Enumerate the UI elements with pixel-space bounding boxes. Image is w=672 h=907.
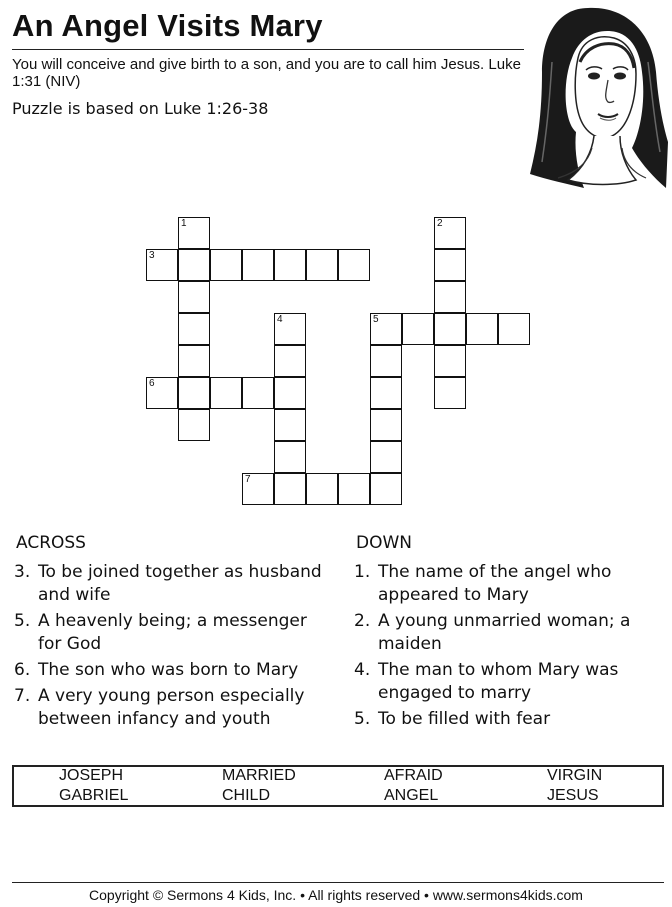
- clue-num: 5.: [354, 709, 371, 729]
- down-heading: DOWN: [356, 533, 412, 553]
- grid-cell[interactable]: [370, 473, 402, 505]
- clue-number: 6: [149, 378, 155, 389]
- grid-cell[interactable]: [274, 441, 306, 473]
- grid-cell[interactable]: [338, 473, 370, 505]
- grid-cell[interactable]: [274, 409, 306, 441]
- grid-cell[interactable]: [178, 409, 210, 441]
- clue-text: A very young person especially between infancy and youth: [38, 686, 305, 729]
- word-bank-item: CHILD: [222, 787, 271, 804]
- puzzle-basis: Puzzle is based on Luke 1:26-38: [12, 99, 269, 118]
- grid-cell[interactable]: [402, 313, 434, 345]
- down-clues: [354, 561, 659, 734]
- across-heading: ACROSS: [16, 533, 86, 553]
- grid-cell[interactable]: [178, 345, 210, 377]
- word-bank-item: ANGEL: [384, 787, 439, 804]
- grid-cell[interactable]: [370, 409, 402, 441]
- clue-item: [354, 659, 659, 705]
- grid-cell[interactable]: [242, 377, 274, 409]
- grid-cell[interactable]: [242, 249, 274, 281]
- grid-cell[interactable]: [434, 249, 466, 281]
- clue-num: 5.: [14, 611, 31, 631]
- grid-cell[interactable]: [306, 473, 338, 505]
- grid-cell[interactable]: [434, 217, 466, 249]
- grid-cell[interactable]: [274, 377, 306, 409]
- grid-cell[interactable]: [178, 377, 210, 409]
- clue-num: 2.: [354, 611, 371, 631]
- grid-cell[interactable]: [434, 281, 466, 313]
- clue-number: 1: [181, 218, 187, 229]
- clue-number: 5: [373, 314, 379, 325]
- clue-number: 2: [437, 218, 443, 229]
- clue-text: A young unmarried woman; a maiden: [378, 611, 631, 654]
- clue-num: 4.: [354, 660, 371, 680]
- copyright-footer: Copyright © Sermons 4 Kids, Inc. • All rights reserved • www.sermons4kids.com: [89, 887, 583, 903]
- clue-item: [14, 610, 332, 656]
- grid-cell[interactable]: [146, 377, 178, 409]
- grid-cell[interactable]: [466, 313, 498, 345]
- grid-cell[interactable]: [242, 473, 274, 505]
- page-title: An Angel Visits Mary: [12, 8, 323, 43]
- grid-cell[interactable]: [434, 377, 466, 409]
- clue-text: A heavenly being; a messenger for God: [38, 611, 307, 654]
- grid-cell[interactable]: [178, 313, 210, 345]
- clue-number: 3: [149, 250, 155, 261]
- grid-cell[interactable]: [210, 377, 242, 409]
- word-bank-item: VIRGIN: [547, 767, 603, 784]
- grid-cell[interactable]: [370, 313, 402, 345]
- across-clues: [14, 561, 332, 734]
- clue-item: [354, 561, 659, 607]
- grid-cell[interactable]: [306, 249, 338, 281]
- grid-cell[interactable]: [274, 345, 306, 377]
- grid-cell[interactable]: [178, 281, 210, 313]
- clue-item: [14, 561, 332, 607]
- grid-cell[interactable]: [178, 217, 210, 249]
- clue-num: 6.: [14, 660, 31, 680]
- grid-cell[interactable]: [434, 345, 466, 377]
- clue-text: To be filled with fear: [378, 709, 551, 729]
- footer-divider: [12, 882, 664, 883]
- clue-num: 3.: [14, 562, 31, 582]
- clue-item: [354, 610, 659, 656]
- word-bank-item: MARRIED: [222, 767, 296, 784]
- grid-cell[interactable]: [210, 249, 242, 281]
- clue-item: [14, 659, 332, 682]
- grid-cell[interactable]: [370, 377, 402, 409]
- word-bank-item: JOSEPH: [59, 767, 124, 784]
- grid-cell[interactable]: [274, 249, 306, 281]
- clue-item: [354, 708, 659, 731]
- clue-num: 7.: [14, 686, 31, 706]
- word-bank-item: AFRAID: [384, 767, 443, 784]
- clue-num: 1.: [354, 562, 371, 582]
- clue-text: The man to whom Mary was engaged to marry: [378, 660, 619, 703]
- scripture-verse: You will conceive and give birth to a son, and you are to call him Jesus. Luke 1:31 (NIV): [12, 56, 521, 90]
- clue-item: [14, 685, 332, 731]
- grid-cell[interactable]: [274, 473, 306, 505]
- clue-number: 7: [245, 474, 251, 485]
- grid-cell[interactable]: [370, 441, 402, 473]
- word-bank-item: JESUS: [547, 787, 599, 804]
- grid-cell[interactable]: [338, 249, 370, 281]
- word-bank-item: GABRIEL: [59, 787, 129, 804]
- mary-portrait-icon: [528, 2, 668, 194]
- clue-text: The son who was born to Mary: [38, 660, 299, 680]
- clue-text: To be joined together as husband and wife: [38, 562, 322, 605]
- grid-cell[interactable]: [498, 313, 530, 345]
- grid-cell[interactable]: [274, 313, 306, 345]
- grid-cell[interactable]: [146, 249, 178, 281]
- clue-number: 4: [277, 314, 283, 325]
- grid-cell[interactable]: [178, 249, 210, 281]
- title-divider: [12, 49, 524, 50]
- grid-cell[interactable]: [434, 313, 466, 345]
- word-bank: [12, 765, 664, 807]
- clue-text: The name of the angel who appeared to Mary: [378, 562, 612, 605]
- grid-cell[interactable]: [370, 345, 402, 377]
